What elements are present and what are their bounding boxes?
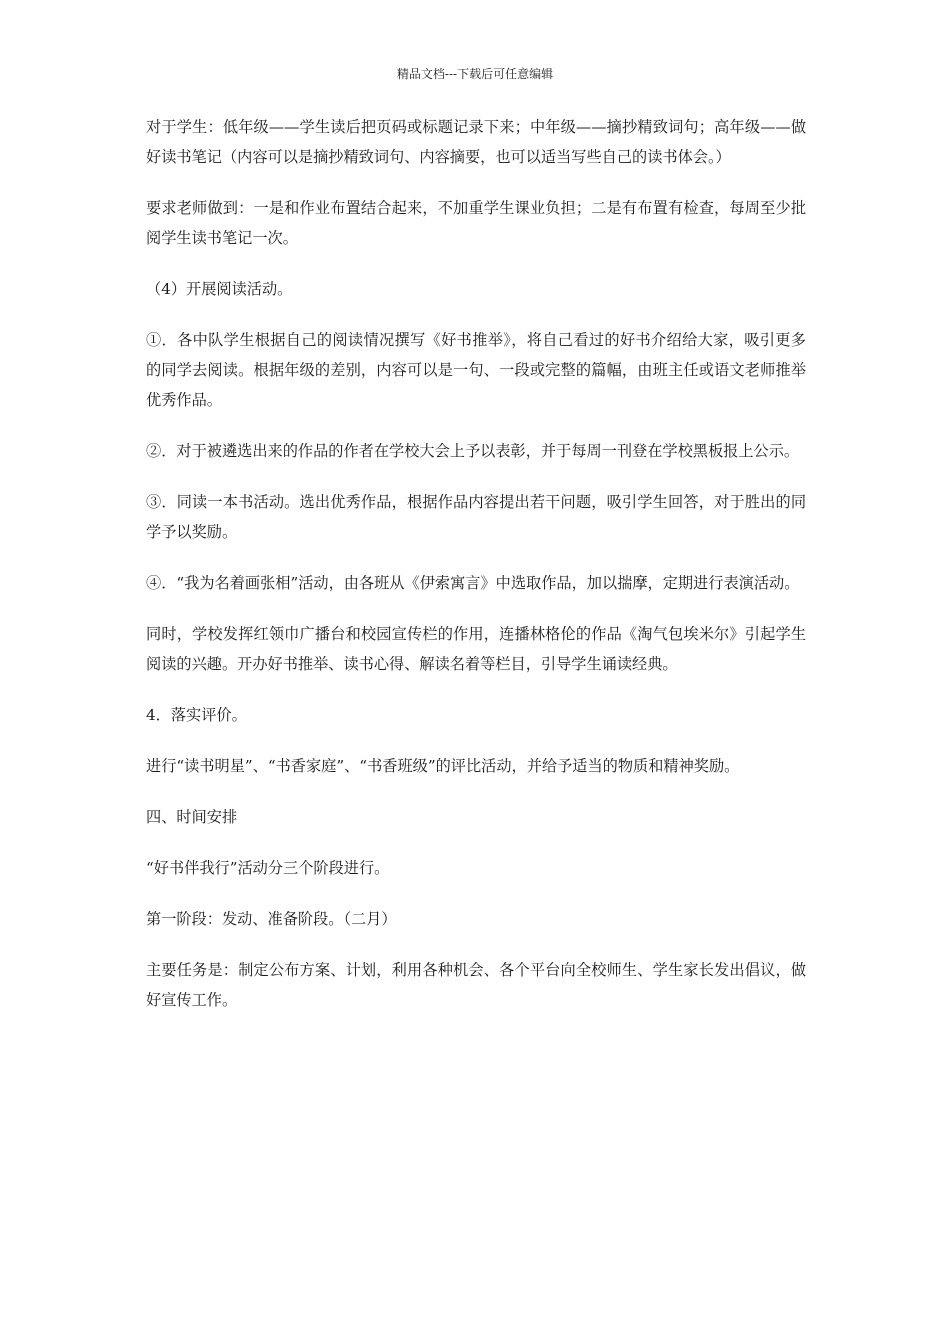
paragraph-activity-4: ④．“我为名着画张相”活动，由各班从《伊索寓言》中选取作品，加以揣摩，定期进行表演活动。 <box>146 574 800 592</box>
section-heading-schedule: 四、时间安排 <box>146 808 238 826</box>
paragraph-stages-intro: “好书伴我行”活动分三个阶段进行。 <box>146 859 390 877</box>
paragraph-activity-3: ③．同读一本书活动。选出优秀作品，根据作品内容提出若干问题，吸引学生回答，对于胜出的同学予以奖励。 <box>146 493 806 541</box>
document-body <box>146 112 806 1036</box>
paragraph-stage-1-tasks: 主要任务是：制定公布方案、计划，利用各种机会、各个平台向全校师生、学生家长发出倡议，做好宣传工作。 <box>146 961 806 1009</box>
paragraph-activity-1: ①．各中队学生根据自己的阅读情况撰写《好书推举》，将自己看过的好书介绍给大家，吸引更多的同学去阅读。根据年级的差别，内容可以是一句、一段或完整的篇幅，由班主任或语文老师推举优秀作品。 <box>146 331 806 409</box>
paragraph-evaluation-heading: 4．落实评价。 <box>146 706 247 724</box>
paragraph-reading-activities-heading: （4）开展阅读活动。 <box>146 280 293 298</box>
paragraph-teacher-requirements: 要求老师做到：一是和作业布置结合起来，不加重学生课业负担；二是有布置有检查，每周至少批阅学生读书笔记一次。 <box>146 199 806 247</box>
paragraph-student-requirements: 对于学生：低年级——学生读后把页码或标题记录下来；中年级——摘抄精致词句；高年级——做好读书笔记（内容可以是摘抄精致词句、内容摘要，也可以适当写些自己的读书体会。） <box>146 118 806 166</box>
paragraph-school-promotion: 同时，学校发挥红领巾广播台和校园宣传栏的作用，连播林格伦的作品《淘气包埃米尔》引起学生阅读的兴趣。开办好书推举、读书心得、解读名着等栏目，引导学生诵读经典。 <box>146 625 806 673</box>
paragraph-activity-2: ②．对于被遴选出来的作品的作者在学校大会上予以表彰，并于每周一刊登在学校黑板报上公示。 <box>146 442 800 460</box>
paragraph-stage-1: 第一阶段：发动、准备阶段。（二月） <box>146 910 397 928</box>
page-header: 精品文档---下载后可任意编辑 <box>396 67 554 81</box>
paragraph-evaluation: 进行“读书明星”、“书香家庭”、“书香班级”的评比活动，并给予适当的物质和精神奖励。 <box>146 757 740 775</box>
